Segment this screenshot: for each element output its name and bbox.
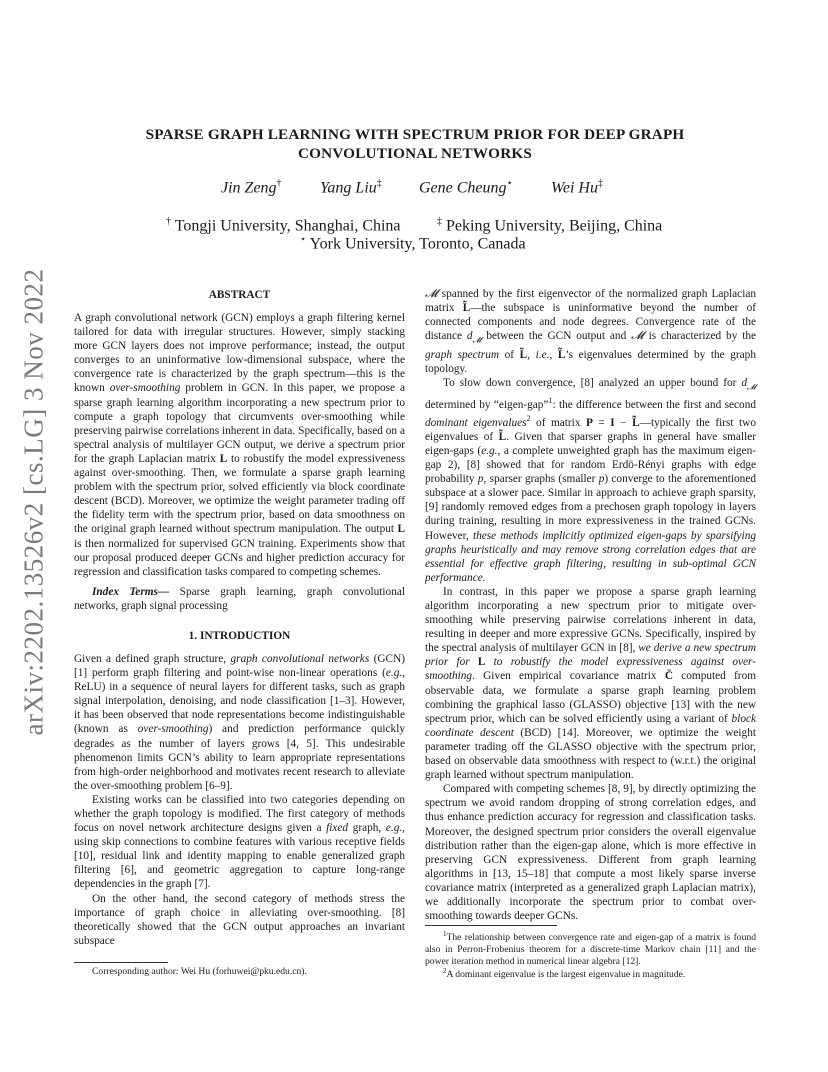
- right-paragraph-4: Compared with competing schemes [8, 9], by directly optimizing the spectrum we avoid random dropping of strong correlation edges, and thus enhance prediction accuracy for regression and classification tasks. Moreover, the designed spectrum prior considers the overall eigenvalue distribution rather than the eigen-gap alone, which is more effective in preserving GCN expressiveness. Different from graph learning algorithms in [13, 15–18] that compute a most likely sparse inverse covariance matrix (interpreted as a generalized graph Laplacian matrix), we additionally incorporate the spectrum prior to combat over-smoothing towards deeper GCNs.: [425, 783, 756, 923]
- author-3: Gene Cheung⋆: [419, 178, 513, 197]
- title-line-1: SPARSE GRAPH LEARNING WITH SPECTRUM PRIOR FOR DEEP GRAPH: [145, 126, 685, 143]
- footnote-rule-left: [74, 962, 168, 963]
- intro-paragraph-1: Given a defined graph structure, graph convolutional networks (GCN) [1] perform graph filtering and point-wise non-linear operations (e.g., ReLU) in a sequence of neural layers for different tasks, such as graph signal interpolation, denoising, and node classification [1–3]. However, it has been observed that node representations become indistinguishable (known as over-smoothing) and prediction performance quickly degrades as the number of layers grows [4, 5]. This undesirable phenomenon limits GCN’s ability to learn appropriate representations from high-order neighborhood and motivates recent research to alleviate the over-smoothing problem [6–9].: [74, 652, 406, 792]
- right-paragraph-3: In contrast, in this paper we propose a sparse graph learning algorithm incorporating a new spectrum prior to mitigate over-smoothing while preserving pairwise correlations inherent in data, resulting in deeper and more expressive GCNs. Specifically, inspired by the spectral analysis of multilayer GCN in [8], we derive a new spectrum prior for L to robustify the model expressiveness against over-smoothing. Given empirical covariance matrix C̄ computed from observable data, we formulate a sparse graph learning problem combining the graphical lasso (GLASSO) objective [13] with the new spectrum prior, which can be solved efficiently using a variant of block coordinate descent (BCD) [14]. Moreover, we optimize the weight parameter trading off the GLASSO objective with the spectrum prior, based on observable data smoothness with respect to (w.r.t.) the original graph learned without spectrum manipulation.: [425, 585, 757, 782]
- author-1: Jin Zeng†: [221, 178, 282, 197]
- arxiv-identifier-stamp: [14, 268, 54, 736]
- paper-title: [80, 125, 750, 163]
- right-paragraph-1: 𝓜 spanned by the first eigenvector of the normalized graph Laplacian matrix L̃—the subspace is uninformative beyond the number of connected components and node degrees. Convergence rate of the distance $d_𝓜$ between the GCN output and 𝓜 is characterized by the graph spectrum of L̃, i.e., L̃’s eigenvalues determined by the graph topology.: [425, 288, 756, 375]
- intro-paragraph-2: Existing works can be classified into two categories depending on whether the graph topology is modified. The first category of methods focus on novel network architecture designs given a fixed graph, e.g., using skip connections to combine features with various receptive fields [10], residual link and identity mapping to enable generalized graph filtering [6], and geometric aggregation to capture long-range dependencies in the graph [7].: [74, 793, 405, 891]
- intro-paragraph-3: On the other hand, the second category of methods stress the importance of graph choice in alleviating over-smoothing. [8] theoretically showed that the GCN output approaches an invariant subspace: [74, 892, 405, 947]
- abstract-paragraph: A graph convolutional network (GCN) employs a graph filtering kernel tailored for data with irregular structures. However, simply stacking more GCN layers does not improve performance; instead, the output converges to an uninformative low-dimensional subspace, where the convergence rate is characterized by the graph spectrum—this is the known over-smoothing problem in GCN. In this paper, we propose a sparse graph learning algorithm incorporating a new spectrum prior to compute a graph topology that circumvents over-smoothing while preserving pairwise correlations inherent in data. Specifically, based on a spectral analysis of multilayer GCN output, we derive a spectrum prior for the graph Laplacian matrix L to robustify the model expressiveness against over-smoothing. Then, we formulate a sparse graph learning problem with the spectrum prior, solved efficiently via block coordinate descent (BCD). Moreover, we optimize the weight parameter trading off the fidelity term with the spectrum prior, based on data smoothness on the original graph learned without spectrum manipulation. The output L is then normalized for supervised GCN training. Experiments show that our proposal produced deeper GCNs and higher prediction accuracy for regression and classification tasks compared to competing schemes.: [74, 312, 406, 578]
- affiliation-tongji: † Tongji University, Shanghai, China: [166, 216, 401, 235]
- section-heading-introduction: 1. INTRODUCTION: [188, 629, 291, 642]
- title-line-2: CONVOLUTIONAL NETWORKS: [297, 145, 533, 162]
- author-2: Yang Liu‡: [320, 178, 382, 197]
- footnote-1: $^1$The relationship between convergence rate and eigen-gap of a matrix is found also in Perron-Frobenius theorem for a discrete-time Markov chain [11] and the power iteration method in numerical linear algebra [12].: [425, 930, 756, 968]
- affiliation-york: ⋆ York University, Toronto, Canada: [300, 234, 526, 253]
- author-list: [0, 178, 828, 200]
- author-4: Wei Hu‡: [551, 178, 603, 197]
- footnote-rule-right: [425, 925, 557, 926]
- corresponding-author-footnote: Corresponding author: Wei Hu (forhuwei@pku.edu.cn).: [92, 966, 307, 977]
- right-paragraph-2: To slow down convergence, [8] analyzed an upper bound for $d_𝓜$ determined by “eigen-gap”$^1$: the difference between the first and second dominant eigenvalues$^2$ of matrix P = I − L̃—typically the first two eigenvalues of L̃. Given that sparser graphs in general have smaller eigen-gaps (e.g., a complete unweighted graph has the maximum eigen-gap 2), [8] showed that for random Erdö-Rényi graphs with edge probability p, sparser graphs (smaller p) converge to the aforementioned subspace at a slower pace. Similar in approach to achieve graph sparsity, [9] randomly removed edges from a prechosen graph topology in layers during training, resulting in more expressiveness in the trained GCNs. However, these methods implicitly optimized eigen-gaps by sparsifying graphs heuristically and may remove strong correlation edges that are essential for effective graph filtering, resulting in sub-optimal GCN performance.: [425, 376, 756, 584]
- right-column: [425, 287, 756, 923]
- arxiv-identifier-text: arXiv:2202.13526v2 [cs.LG] 3 Nov 2022: [18, 268, 49, 736]
- index-terms: Index Terms— Sparse graph learning, graph convolutional networks, graph signal processing: [74, 585, 405, 612]
- footnote-2: $^2$A dominant eigenvalue is the largest eigenvalue in magnitude.: [443, 967, 686, 981]
- affiliation-peking: ‡ Peking University, Beijing, China: [437, 216, 663, 235]
- left-column: [74, 288, 405, 948]
- abstract-heading: ABSTRACT: [208, 289, 271, 301]
